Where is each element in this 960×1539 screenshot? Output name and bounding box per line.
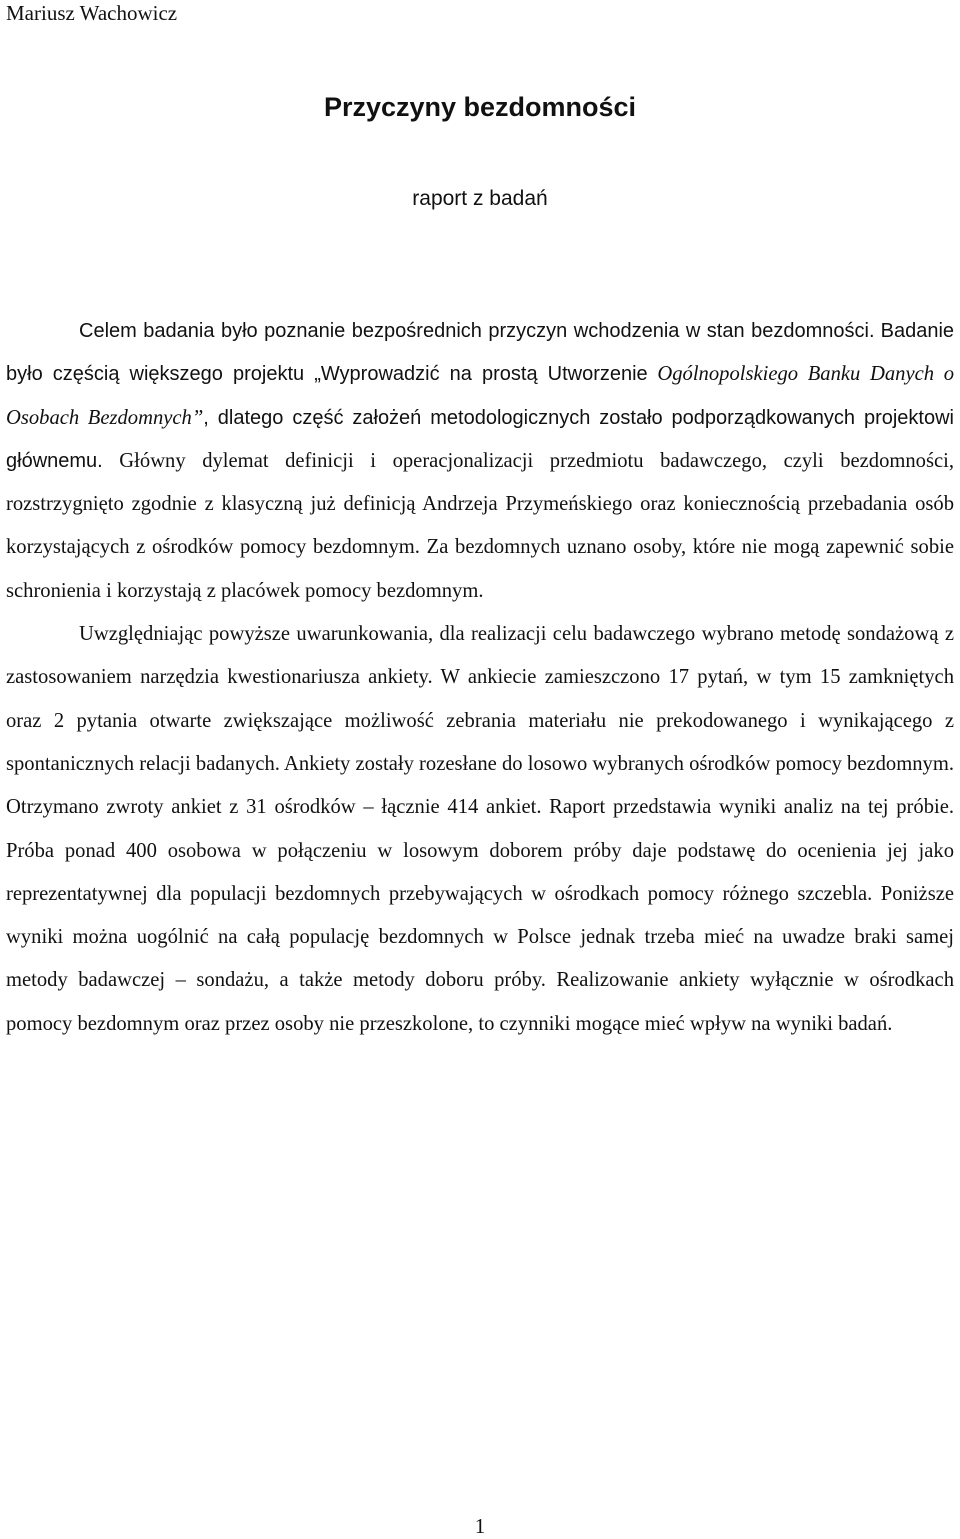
paragraph-intro [6,310,954,613]
paragraph-method: Uwzględniając powyższe uwarunkowania, dla realizacji celu badawczego wybrano metodę sondażową z zastosowaniem narzędzia kwestionariusza ankiety. W ankiecie zamieszczono 17 pytań, w tym 15 zamkniętych oraz 2 pytania otwarte zwiększające możliwość zebrania materiału nie prekodowanego i wynikającego z spontanicznych relacji badanych. Ankiety zostały rozesłane do losowo wybranych ośrodków pomocy bezdomnym. Otrzymano zwroty ankiet z 31 ośrodków – łącznie 414 ankiet. Raport przedstawia wyniki analiz na tej próbie. Próba ponad 400 osobowa w połączeniu w losowym doborem próby daje podstawę do ocenienia jej jako reprezentatywnej dla populacji bezdomnych przebywających w ośrodkach pomocy różnego szczebla. Poniższe wyniki można uogólnić na całą populację bezdomnych w Polsce jednak trzeba mieć na uwadze braki samej metody badawczej – sondażu, a także metody doboru próby. Realizowanie ankiety wyłącznie w ośrodkach pomocy bezdomnym oraz przez osoby nie przeszkolone, to czynniki mogące mieć wpływ na wyniki badań. [6,623,954,1035]
report-body [6,310,954,1046]
page-number: 1 [474,1514,486,1538]
author-name: Mariusz Wachowicz [6,1,178,25]
document-subtitle: raport z badań [412,187,548,210]
project-name-italic: Ogólnopolskiego Banku Danych o Osobach Bezdomnych” [6,363,955,429]
paragraph-intro-sentence-2-end: , dlatego część założeń metodologicznych zostało podporządkowanych projektowi głównemu. [6,406,954,472]
paragraph-intro-sentence-2: Badanie było częścią większego projektu „Wyprowadzić na prostą Utworzenie [6,320,955,386]
paragraph-intro-sentence-1: Celem badania było poznanie bezpośrednich przyczyn wchodzenia w stan bezdomności. [79,320,875,342]
paragraph-intro-rest: Główny dylemat definicji i operacjonalizacji przedmiotu badawczego, czyli bezdomności, rozstrzygnięto zgodnie z klasyczną już definicją Andrzeja Przymeńskiego oraz koniecznością przebadania osób korzystających z ośrodków pomocy bezdomnym. Za bezdomnych uznano osoby, które nie mogą zapewnić sobie schronienia i korzystają z placówek pomocy bezdomnym. [6,449,955,602]
document-title: Przyczyny bezdomności [323,92,637,122]
